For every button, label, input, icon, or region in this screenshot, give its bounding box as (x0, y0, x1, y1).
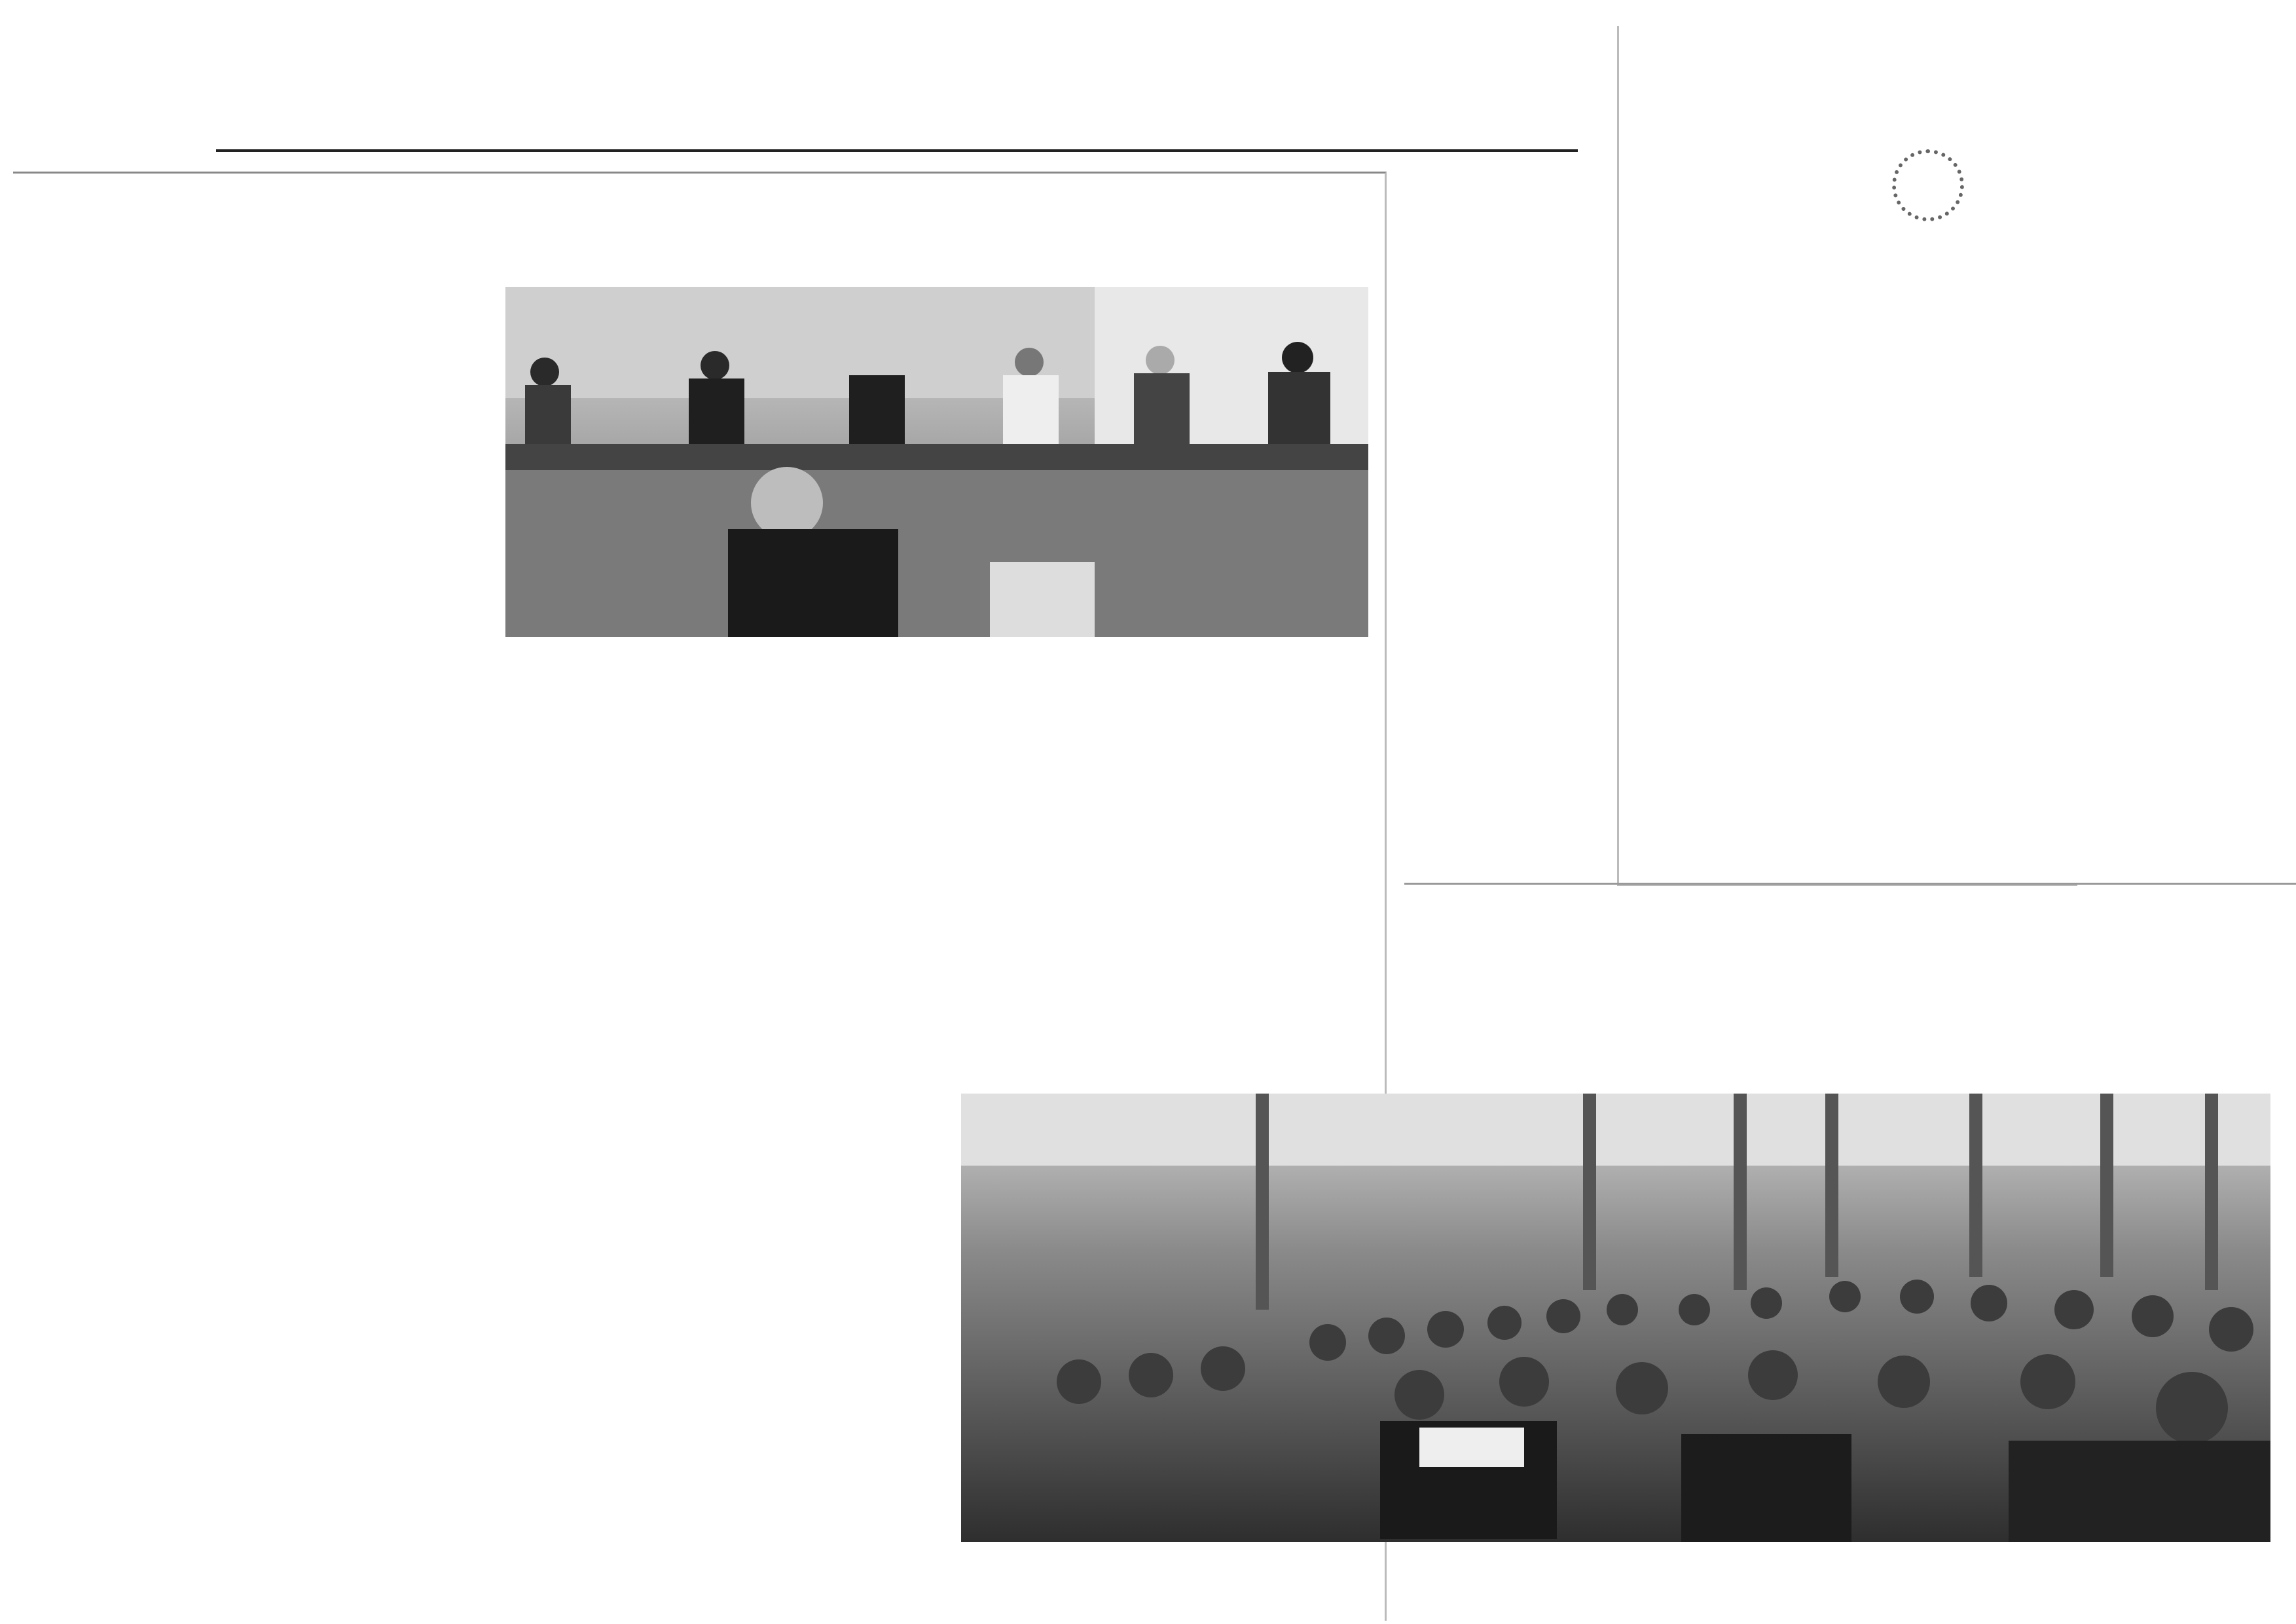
column-1 (56, 288, 468, 295)
handwritten-header (236, 62, 1584, 160)
column-3 (956, 686, 1370, 693)
side-column (1640, 145, 2030, 147)
handwritten-underline (216, 149, 1578, 152)
photo-audience-image (961, 1094, 2270, 1542)
photo-president-bureau-image (505, 287, 1368, 637)
column-2 (506, 686, 919, 693)
clipping-rule (1404, 883, 2296, 885)
photo-president-bureau (505, 287, 1368, 637)
edelveis-logo-icon (1892, 149, 1964, 221)
column-5 (1856, 910, 2269, 912)
column-4 (1408, 910, 1821, 912)
photo-audience (961, 1094, 2270, 1542)
